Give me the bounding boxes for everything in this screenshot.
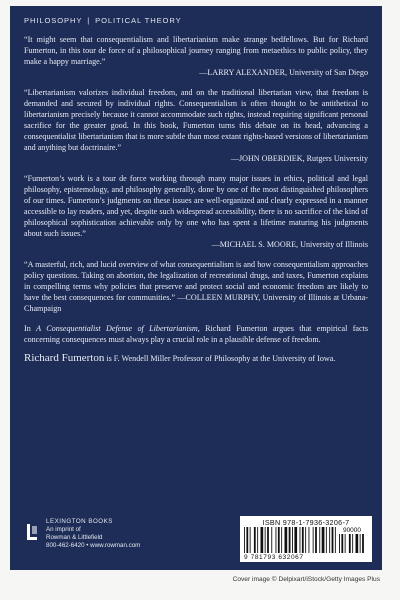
publisher-block [24, 518, 140, 550]
blurb-text: “It might seem that consequentialism and libertarianism make strange bedfellows. But for Richard Fumerton, in this tour de force of a philosophical journey ranging from metaethics to public policy, they make a happy marriage.” [24, 35, 368, 66]
cover-image-credit: Cover image © Delpixart/iStock/Getty Images Plus [232, 576, 380, 583]
barcode-bar [271, 527, 272, 553]
book-title: A Consequentialist Defense of Libertarianism [36, 324, 198, 333]
category-separator: | [87, 16, 91, 25]
barcode-bar [319, 527, 320, 553]
barcode-bar [339, 534, 340, 553]
blurb-text: “Fumerton’s work is a tour de force working through many major issues in ethics, political and legal philosophy, epistemology, and philosophy generally, done by one of the most distinguished philosophers of our times. Fumerton’s judgments on these issues are well-organized and clearly expressed in a manner accessible to lay readers, and yet, despite such widespread accessibility, there is no sacrifice of the kind of philosophical sophistication achievable only by one who has spent a lifetime maturing his judgments about such issues.” [24, 174, 368, 238]
blurb-murphy [24, 259, 368, 314]
barcode-bar [276, 527, 277, 553]
barcode-bar [250, 527, 251, 553]
barcode-bar [261, 527, 264, 553]
publisher-parent: Rowman & Littlefield [46, 534, 103, 541]
publisher-contact: 800-462-6420 • www.rowman.com [46, 542, 141, 549]
barcode-bar [278, 527, 280, 553]
barcode-bar [292, 527, 293, 553]
barcode-bar [289, 527, 291, 553]
isbn-number: ISBN 978-1-7936-3206-7 [262, 518, 350, 527]
barcode-bars [244, 527, 336, 553]
barcode-bar [349, 534, 351, 553]
barcode-bar [345, 534, 346, 553]
author-bio-text: is F. Wendell Miller Professor of Philosophy at the University of Iowa. [104, 354, 336, 363]
blurb-text: “Libertarianism valorizes individual freedom, and on the traditional libertarian view, that freedom is demanded and secured by individual rights. Consequentialism is often thought to be antithetical to libertarianism precisely because it cannot accommodate such rights, instead requiring significant personal sacrifice for the greater good. In this book, Fumerton turns this debate on its head, advancing a consequentialist libertarianism that is more subtle than most extant rights-based versions of libertarianism and anything but doctrinaire.” [24, 88, 368, 152]
publisher-logo-icon [24, 522, 40, 544]
barcode-bar [281, 527, 282, 553]
description-prefix: In [24, 324, 37, 333]
blurb-moore [24, 173, 368, 250]
barcode-digits: 9 781793 632067 [244, 554, 304, 561]
blurb-attribution: —MICHAEL S. MOORE, University of Illinois [211, 240, 368, 249]
cover-footer [10, 510, 382, 570]
barcode-bar [300, 527, 301, 553]
publisher-name: LEXINGTON BOOKS [46, 518, 113, 525]
barcode-bar [329, 527, 330, 553]
barcode-bar [322, 527, 325, 553]
barcode-bar [341, 534, 343, 553]
barcode-addon-bars [339, 534, 365, 553]
author-name: Richard Fumerton [24, 352, 105, 364]
isbn-barcode [240, 516, 372, 562]
blurb-attribution: —LARRY ALEXANDER, University of San Diego [199, 68, 368, 77]
book-description [24, 323, 368, 345]
barcode-bar [360, 534, 361, 553]
barcode-bar [313, 527, 314, 553]
category-political-theory: POLITICAL THEORY [95, 16, 182, 25]
category-label [24, 16, 368, 25]
barcode-bar [265, 527, 266, 553]
blurb-oberdiek [24, 87, 368, 164]
barcode-bar [294, 527, 297, 553]
blurb-attribution: —JOHN OBERDIEK, Rutgers University [230, 154, 368, 163]
barcode-bar [315, 527, 317, 553]
barcode-bar [362, 534, 364, 553]
publisher-imprint-line: An imprint of [46, 526, 81, 533]
barcode-bar [246, 527, 248, 553]
barcode-bar [244, 527, 245, 553]
barcode-bar [332, 527, 334, 553]
barcode-bar [254, 527, 256, 553]
blurb-alexander [24, 34, 368, 78]
category-philosophy: PHILOSOPHY [24, 16, 83, 25]
barcode-bar [326, 527, 327, 553]
barcode-bar [285, 527, 288, 553]
author-bio [24, 353, 368, 364]
barcode-bar [302, 527, 304, 553]
barcode-bars-row [244, 527, 368, 553]
barcode-bar [356, 534, 359, 553]
publisher-text [46, 518, 140, 550]
addon-block [339, 527, 365, 553]
blurb-text: “A masterful, rich, and lucid overview of what consequentialism is and how consequentialism approaches policy questions. Taking on abortion, the legalization of recreational drugs, and taxes, Fumerton explains in compelling terms why policies that preserve and protect social and economic freedom are likely to have the best consequences for communities.” [24, 260, 368, 302]
description-body: , Richard Fumerton argues that empirical facts concerning consequences must always play a crucial role in a plausible defense of freedom. [24, 324, 368, 344]
blurb-attribution: —COLLEEN MURPHY, University of Illinois at Urbana-Champaign [24, 293, 368, 313]
barcode-addon: 90000 [342, 527, 362, 534]
barcode-bar [305, 527, 306, 553]
back-cover [10, 6, 382, 570]
barcode-bar [352, 534, 353, 553]
barcode-bar [335, 527, 336, 553]
barcode-bar [267, 527, 269, 553]
barcode-bar [309, 527, 310, 553]
barcode-bar [257, 527, 258, 553]
